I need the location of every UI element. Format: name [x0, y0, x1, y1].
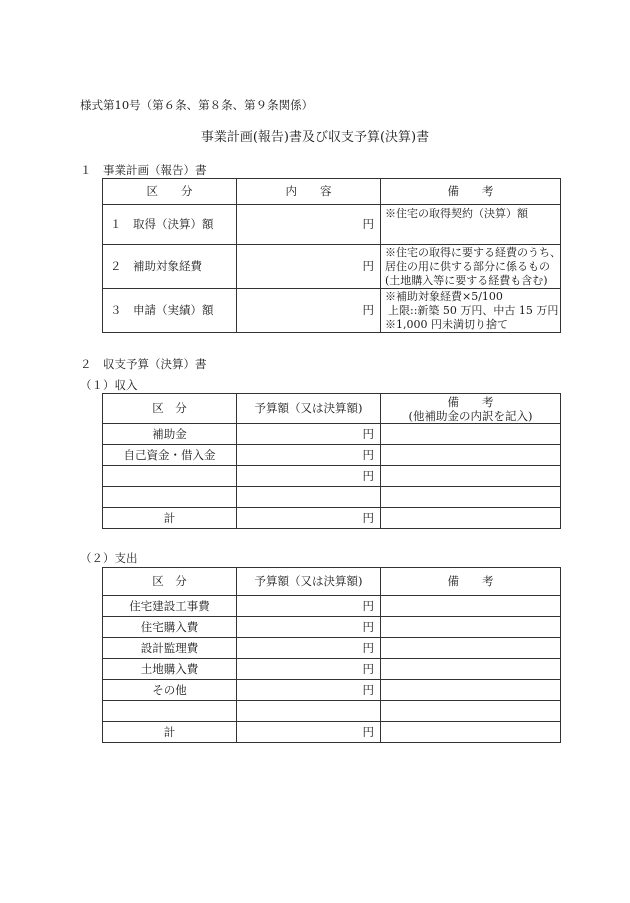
table-row — [103, 659, 561, 680]
amount-cell[interactable]: 円 — [237, 289, 381, 333]
remarks-cell[interactable] — [381, 487, 561, 508]
remarks-cell[interactable] — [381, 659, 561, 680]
note-line: 居住の用に供する部分に係るもの — [385, 259, 550, 273]
amount-cell[interactable]: 円 — [237, 596, 381, 617]
header-remarks: 備 考 — [381, 568, 561, 596]
table-row — [103, 205, 561, 245]
amount-cell[interactable] — [237, 701, 381, 722]
row-label: 計 — [103, 722, 237, 743]
amount-cell[interactable]: 円 — [237, 638, 381, 659]
remarks-cell[interactable] — [381, 701, 561, 722]
remarks-cell[interactable] — [381, 466, 561, 487]
expense-heading: （２）支出 — [80, 551, 138, 565]
header-remarks-sub: (他補助金の内訳を記入) — [408, 408, 533, 423]
amount-cell[interactable]: 円 — [237, 680, 381, 701]
note-line: ※1,000 円未満切り捨て — [385, 317, 508, 331]
remarks-cell — [381, 289, 561, 333]
expense-table — [102, 567, 561, 743]
table-row — [103, 466, 561, 487]
row-label — [103, 701, 237, 722]
remarks-cell[interactable] — [381, 617, 561, 638]
income-heading: （１）収入 — [80, 378, 138, 392]
table-row — [103, 701, 561, 722]
header-budget: 予算額（又は決算額) — [237, 568, 381, 596]
table-row — [103, 445, 561, 466]
note-line: ※住宅の取得契約（決算）額 — [385, 207, 528, 220]
row-label — [103, 466, 237, 487]
section2-heading: ２ 収支予算（決算）書 — [80, 357, 207, 371]
remarks-cell — [381, 205, 561, 245]
remarks-cell[interactable] — [381, 424, 561, 445]
row-label: １ 取得（決算）額 — [103, 205, 237, 245]
note-line: ※補助対象経費×5/100 — [385, 289, 503, 303]
row-label: その他 — [103, 680, 237, 701]
note-line: 上限::新築 50 万円、中古 15 万円 — [388, 303, 559, 317]
note-line: (土地購入等に要する経費も含む) — [385, 273, 548, 287]
remarks-cell[interactable] — [381, 508, 561, 529]
note-line: ※住宅の取得に要する経費のうち、 — [385, 245, 561, 259]
row-label: 設計監理費 — [103, 638, 237, 659]
amount-cell[interactable]: 円 — [237, 508, 381, 529]
header-remarks — [381, 394, 561, 424]
business-plan-table — [102, 178, 561, 333]
header-budget: 予算額（又は決算額) — [237, 394, 381, 424]
row-label: ３ 申請（実績）額 — [103, 289, 237, 333]
amount-cell[interactable]: 円 — [237, 205, 381, 245]
table-row — [103, 617, 561, 638]
amount-cell[interactable] — [237, 487, 381, 508]
header-remarks-title: 備 考 — [447, 394, 494, 409]
row-label: 住宅購入費 — [103, 617, 237, 638]
section1-heading: １ 事業計画（報告）書 — [80, 163, 207, 177]
row-label: 自己資金・借入金 — [103, 445, 237, 466]
table-row — [103, 245, 561, 289]
document-title: 事業計画(報告)書及び収支予算(決算)書 — [200, 130, 430, 145]
amount-cell[interactable]: 円 — [237, 245, 381, 289]
table-row — [103, 289, 561, 333]
header-remarks: 備 考 — [381, 179, 561, 205]
row-label: ２ 補助対象経費 — [103, 245, 237, 289]
remarks-cell[interactable] — [381, 596, 561, 617]
table-row — [103, 424, 561, 445]
table-row — [103, 596, 561, 617]
form-number: 様式第10号（第６条、第８条、第９条関係） — [80, 98, 314, 112]
table-header-row — [103, 568, 561, 596]
table-header-row — [103, 394, 561, 424]
remarks-cell[interactable] — [381, 722, 561, 743]
row-label: 土地購入費 — [103, 659, 237, 680]
row-label — [103, 487, 237, 508]
row-label: 補助金 — [103, 424, 237, 445]
amount-cell[interactable]: 円 — [237, 617, 381, 638]
remarks-cell[interactable] — [381, 680, 561, 701]
header-category: 区 分 — [103, 179, 237, 205]
amount-cell[interactable]: 円 — [237, 445, 381, 466]
table-header-row — [103, 179, 561, 205]
amount-cell[interactable]: 円 — [237, 424, 381, 445]
income-table — [102, 393, 561, 529]
header-content: 内 容 — [237, 179, 381, 205]
amount-cell[interactable]: 円 — [237, 659, 381, 680]
table-row — [103, 680, 561, 701]
remarks-cell[interactable] — [381, 445, 561, 466]
row-label: 住宅建設工事費 — [103, 596, 237, 617]
table-row-total — [103, 508, 561, 529]
remarks-cell — [381, 245, 561, 289]
table-row — [103, 487, 561, 508]
table-row — [103, 638, 561, 659]
remarks-cell[interactable] — [381, 638, 561, 659]
amount-cell[interactable]: 円 — [237, 466, 381, 487]
header-category: 区 分 — [103, 568, 237, 596]
amount-cell[interactable]: 円 — [237, 722, 381, 743]
header-category: 区 分 — [103, 394, 237, 424]
row-label: 計 — [103, 508, 237, 529]
table-row-total — [103, 722, 561, 743]
